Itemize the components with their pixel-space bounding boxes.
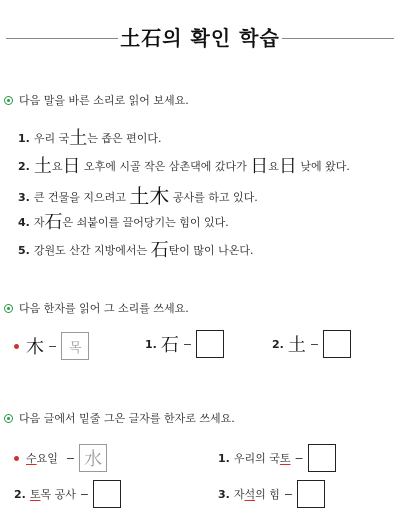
item-number: 3. bbox=[218, 487, 230, 501]
item-number: 1. bbox=[145, 337, 157, 351]
item-text: 탄이 많이 나온다. bbox=[168, 244, 254, 257]
dash: − bbox=[283, 487, 294, 501]
writing-item-3 bbox=[218, 480, 325, 508]
item-number: 1. bbox=[218, 451, 230, 465]
dash: − bbox=[48, 339, 58, 353]
item-text: 의 힘 bbox=[255, 488, 280, 501]
item-number: 4. bbox=[18, 216, 30, 229]
item-number: 3. bbox=[18, 191, 30, 204]
section-2-text: 다음 한자를 읽어 그 소리를 쓰세요. bbox=[19, 302, 189, 315]
hanja-char: 日 bbox=[250, 156, 269, 177]
item-text: 큰 건물을 지으려고 bbox=[33, 191, 130, 204]
section-2-instruction bbox=[4, 300, 189, 316]
title-row bbox=[0, 22, 400, 52]
dash: − bbox=[65, 451, 76, 465]
item-number: 2. bbox=[14, 487, 26, 501]
item-number: 2. bbox=[18, 160, 30, 173]
item-text: 우리 국 bbox=[33, 132, 70, 145]
item-text: 오후에 시골 작은 삼촌댁에 갔다가 bbox=[80, 160, 251, 173]
title-divider-left bbox=[6, 38, 118, 39]
reading-item-3 bbox=[18, 180, 258, 209]
reading-item-1 bbox=[18, 124, 161, 150]
answer-box[interactable] bbox=[196, 330, 224, 358]
writing-item-2 bbox=[14, 480, 121, 508]
title-divider-right bbox=[282, 38, 394, 39]
page-title: 土石의 확인 학습 bbox=[120, 26, 280, 50]
hanja-char: 土 bbox=[287, 335, 306, 356]
dash: − bbox=[294, 451, 304, 465]
answer-box[interactable] bbox=[308, 444, 336, 472]
item-text: 요 bbox=[51, 160, 63, 173]
hanja-char: 石 bbox=[44, 212, 63, 233]
dash: − bbox=[79, 487, 90, 501]
section-3-instruction bbox=[4, 410, 235, 426]
item-text: 은 쇠붙이를 끌어당기는 힘이 있다. bbox=[62, 216, 229, 229]
hanja-char: 日 bbox=[278, 156, 297, 177]
hanja-char: 木 bbox=[26, 337, 44, 358]
reading-item-4 bbox=[18, 208, 229, 234]
item-number: 2. bbox=[272, 337, 284, 351]
underlined-char: 토 bbox=[29, 488, 41, 501]
item-text: 자 bbox=[33, 216, 45, 229]
answer-box[interactable] bbox=[297, 480, 325, 508]
dash: − bbox=[182, 337, 193, 351]
section-3-text: 다음 글에서 밑줄 그은 글자를 한자로 쓰세요. bbox=[19, 412, 235, 425]
item-text: 는 좁은 편이다. bbox=[87, 132, 162, 145]
hanja-char: 日 bbox=[62, 156, 81, 177]
item-number: 5. bbox=[18, 244, 30, 257]
hanja-reading-example bbox=[14, 332, 89, 360]
item-text: 낮에 왔다. bbox=[296, 160, 350, 173]
hanja-reading-item-1 bbox=[145, 330, 224, 358]
writing-example bbox=[14, 444, 107, 472]
target-circle-icon bbox=[4, 304, 13, 313]
hanja-char: 土 bbox=[33, 156, 52, 177]
underlined-char: 석 bbox=[244, 488, 256, 501]
example-bullet bbox=[14, 344, 19, 349]
item-text: 자 bbox=[233, 488, 245, 501]
example-bullet bbox=[14, 456, 19, 461]
example-answer-box: 목 bbox=[61, 332, 89, 360]
item-text: 요일 bbox=[36, 452, 58, 465]
answer-box[interactable] bbox=[93, 480, 121, 508]
item-number: 1. bbox=[18, 132, 30, 145]
section-1-instruction bbox=[4, 92, 189, 108]
section-1-text: 다음 말을 바른 소리로 읽어 보세요. bbox=[19, 94, 189, 107]
underlined-char: 토 bbox=[279, 452, 291, 465]
hanja-char: 土 bbox=[69, 128, 88, 149]
hanja-reading-item-2 bbox=[272, 330, 351, 358]
hanja-char: 石 bbox=[150, 240, 169, 261]
reading-item-5 bbox=[18, 236, 253, 262]
target-circle-icon bbox=[4, 96, 13, 105]
example-answer-box: 水 bbox=[79, 444, 107, 472]
item-text: 우리의 국 bbox=[233, 452, 280, 465]
item-text: 강원도 산간 지방에서는 bbox=[33, 244, 151, 257]
target-circle-icon bbox=[4, 414, 13, 423]
hanja-char: 土木 bbox=[129, 184, 170, 208]
item-text: 공사를 하고 있다. bbox=[169, 191, 258, 204]
item-text: 목 공사 bbox=[40, 488, 76, 501]
dash: − bbox=[309, 337, 320, 351]
underlined-char: 수 bbox=[26, 452, 37, 465]
answer-box[interactable] bbox=[323, 330, 351, 358]
writing-item-1 bbox=[218, 444, 336, 472]
reading-item-2 bbox=[18, 152, 350, 178]
item-text: 요 bbox=[268, 160, 279, 173]
hanja-char: 石 bbox=[160, 335, 179, 356]
